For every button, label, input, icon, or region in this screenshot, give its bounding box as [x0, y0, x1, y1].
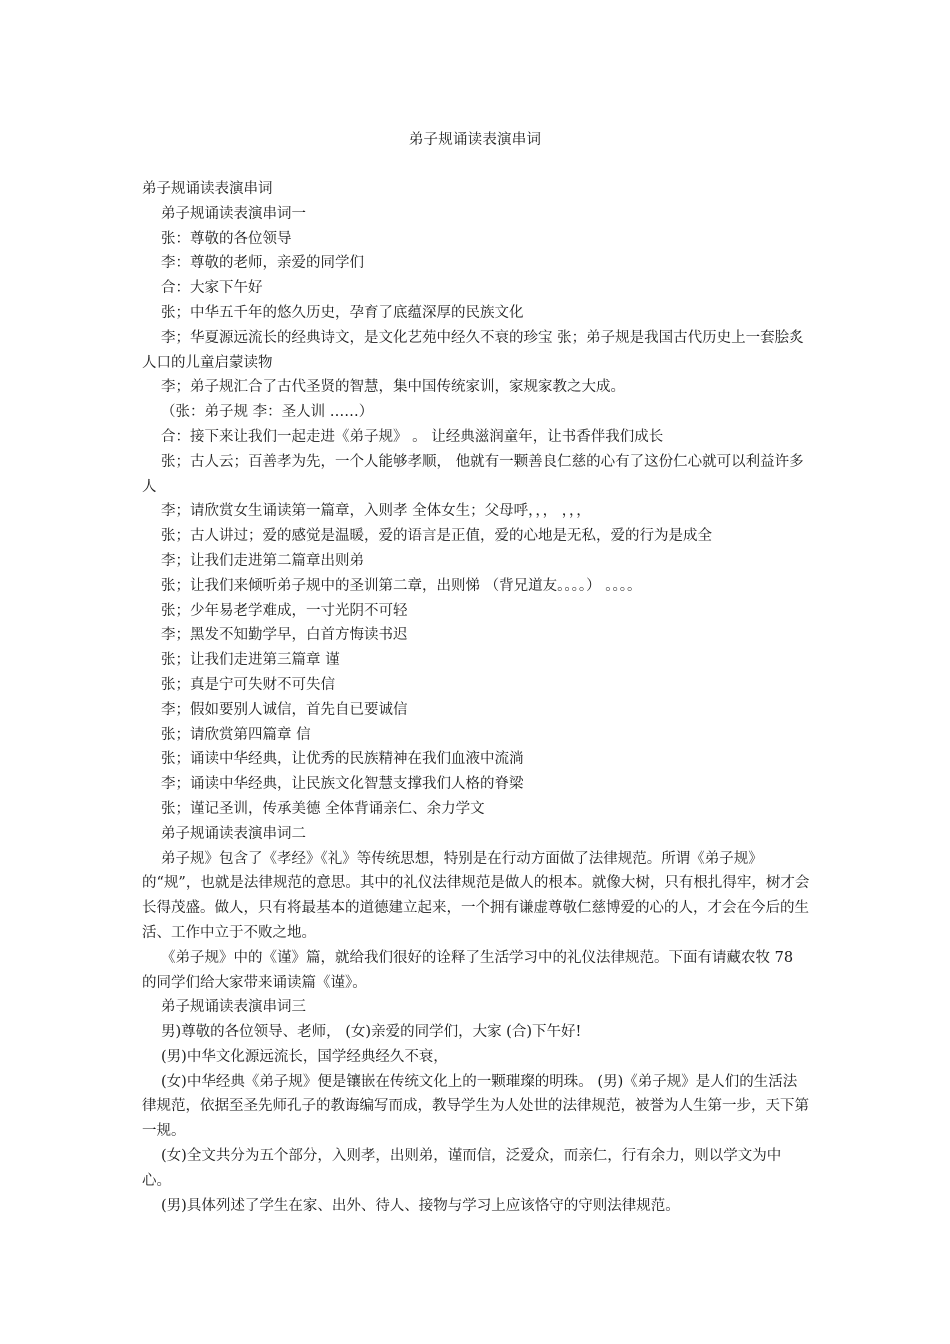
paragraph: 张；谨记圣训，传承美德 全体背诵亲仁、余力学文	[161, 800, 485, 817]
paragraph: 张；少年易老学难成，一寸光阴不可轻	[161, 602, 408, 619]
paragraph: 李；请欣赏女生诵读第一篇章，入则孝 全体女生；父母呼，，， ，，，	[161, 503, 591, 520]
paragraph: 弟子规诵读表演串词	[142, 181, 273, 197]
paragraph: 李：尊敬的老师，亲爱的同学们	[161, 255, 364, 272]
paragraph: 李；黑发不知勤学早，白首方悔读书迟	[161, 627, 408, 644]
paragraph: 男)尊敬的各位领导、老师， (女)亲爱的同学们，大家 (合)下午好!	[161, 1024, 582, 1041]
paragraph: 张；请欣赏第四篇章 信	[161, 726, 311, 743]
paragraph: 张；古人讲过；爱的感觉是温暖，爱的语言是正值，爱的心地是无私，爱的行为是成全	[161, 528, 712, 545]
paragraph: 合：接下来让我们一起走进《弟子规》 。 让经典滋润童年，让书香伴我们成长	[161, 428, 664, 445]
paragraph: 张；真是宁可失财不可失信	[161, 676, 335, 693]
paragraph: 张；古人云；百善孝为先，一个人能够孝顺， 他就有一颗善良仁慈的心有了这份仁心就可以利益许多人	[142, 453, 804, 495]
paragraph: 弟子规》包含了《孝经》《礼》等传统思想，特别是在行动方面做了法律规范。所谓《弟子规》的“规”，也就是法律规范的意思。其中的礼仪法律规范是做人的根本。就像大树，只有根扎得牢，树才会长得茂盛。做人，只有将最基本的道德建立起来，一个拥有谦虚尊敬仁慈博爱的心的人，才会在今后的生活、工作中立于不败之地。	[142, 850, 810, 941]
paragraph: 张；让我们走进第三篇章 谨	[161, 652, 340, 669]
paragraph: (男)中华文化源远流长，国学经典经久不衰，	[161, 1048, 448, 1065]
document-title: 弟子规诵读表演串词	[408, 132, 542, 148]
paragraph: (女)全文共分为五个部分，入则孝，出则弟，谨而信，泛爱众，而亲仁，行有余力，则以学文为中心。	[142, 1148, 782, 1189]
paragraph: (男)具体列述了学生在家、出外、待人、接物与学习上应该恪守的守则法律规范。	[161, 1197, 680, 1214]
paragraph: 弟子规诵读表演串词三	[161, 999, 306, 1016]
paragraph: 李；让我们走进第二篇章出则弟	[161, 552, 364, 569]
paragraph: (女)中华经典《弟子规》便是镶嵌在传统文化上的一颗璀璨的明珠。 (男)《弟子规》是人们的生活法律规范，依据至圣先师孔子的教诲编写而成，教导学生为人处世的法律规范，被誉为人生第一步，天下第一规。	[142, 1073, 809, 1140]
paragraph: 张；中华五千年的悠久历史，孕育了底蕴深厚的民族文化	[161, 304, 524, 321]
paragraph: 张；诵读中华经典，让优秀的民族精神在我们血液中流淌	[161, 751, 524, 768]
paragraph: 弟子规诵读表演串词一	[161, 205, 306, 222]
paragraph: （张：弟子规 李：圣人训 ……）	[161, 404, 374, 421]
paragraph: 李；弟子规汇合了古代圣贤的智慧，集中国传统家训，家规家教之大成。	[161, 379, 625, 396]
paragraph: 李；诵读中华经典，让民族文化智慧支撑我们人格的脊梁	[161, 776, 524, 793]
paragraph: 《弟子规》中的《谨》篇，就给我们很好的诠释了生活学习中的礼仪法律规范。下面有请藏农牧 78 的同学们给大家带来诵读篇《谨》。	[142, 949, 794, 991]
paragraph: 弟子规诵读表演串词二	[161, 825, 306, 842]
paragraph: 合：大家下午好	[161, 280, 263, 297]
paragraph: 张；让我们来倾听弟子规中的圣训第二章，出则悌 （背兄道友。。。。） 。。。。	[161, 577, 642, 594]
paragraph: 张：尊敬的各位领导	[161, 230, 292, 247]
paragraph: 李；华夏源远流长的经典诗文，是文化艺苑中经久不衰的珍宝 张；弟子规是我国古代历史上一套脍炙人口的儿童启蒙读物	[142, 329, 804, 371]
paragraph: 李；假如要别人诚信，首先自已要诚信	[161, 701, 408, 718]
document-body	[142, 177, 810, 1218]
